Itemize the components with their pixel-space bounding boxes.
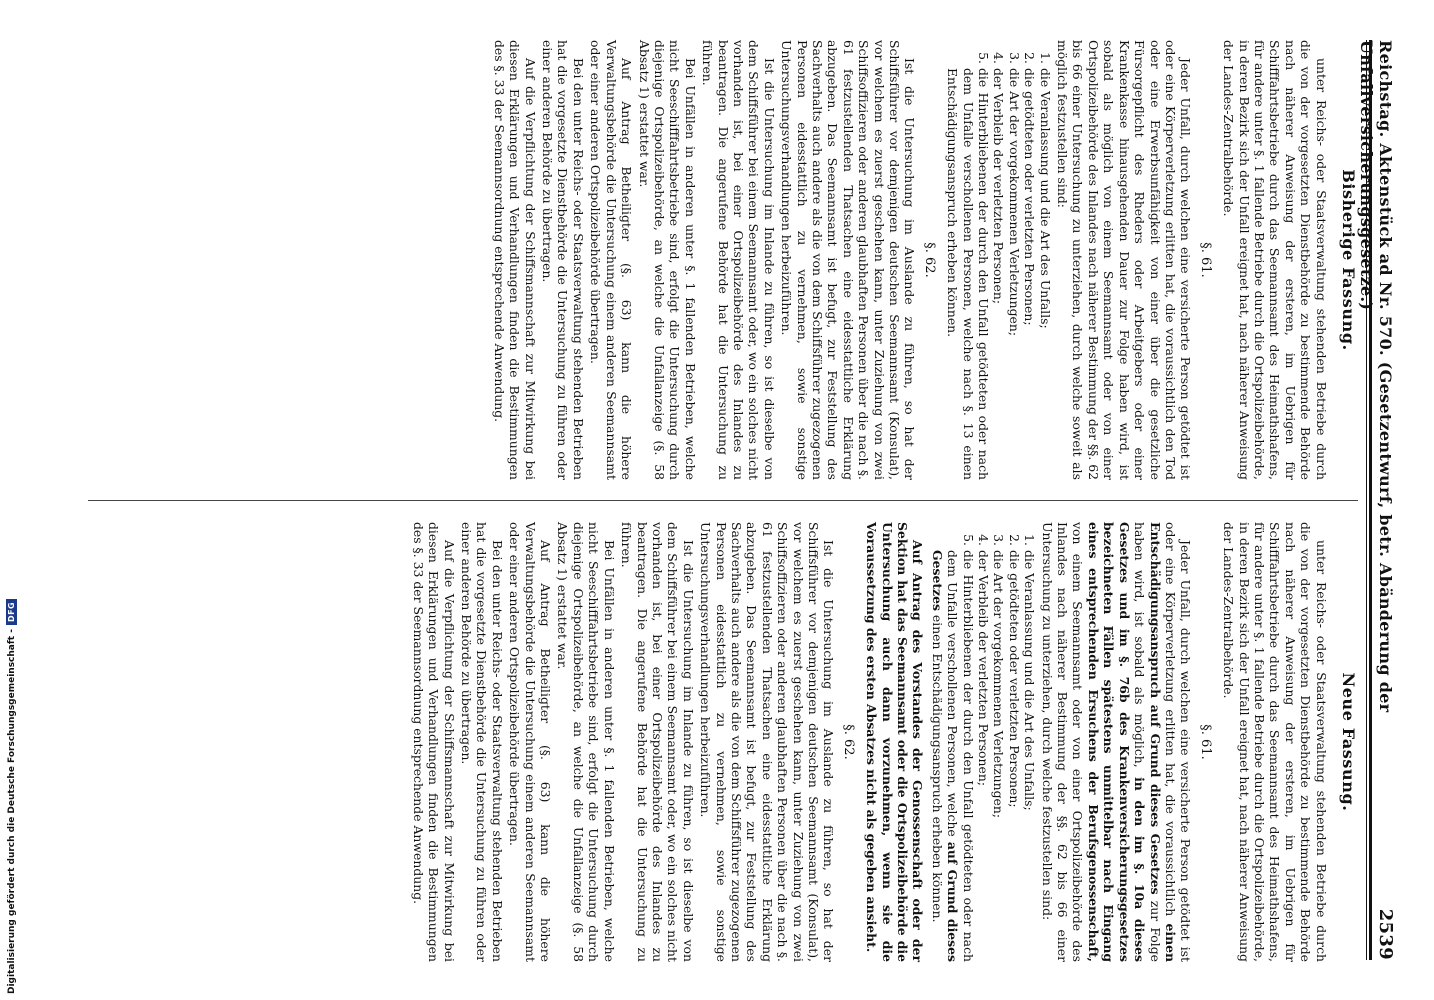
list-number: 5. (976, 52, 992, 64)
bold-paragraph: Auf Antrag des Vorstandes der Genossenschaft oder der Sektion hat das Seemannsamt oder die Ortspolizeibehörde die Untersuchung auch dann vorzunehmen, wenn sie die Voraussetzung des ersten Absatzes nicht als gegeben ansieht. (864, 522, 926, 962)
list-item (1037, 40, 1052, 480)
paragraph-62d: Auf Antrag Betheiligter (§. 63) kann die höhere Verwaltungsbehörde die Untersuchung einem anderen Seemannsamt oder einer anderen Ortspolizeibehörde übertragen. (507, 522, 554, 962)
column-new-version (408, 522, 1358, 962)
list-number: 1. (1037, 52, 1053, 64)
header-rule (1369, 40, 1372, 960)
paragraph-62a: Ist die Untersuchung im Auslande zu führen, so hat der Schiffsführer vor demjenigen deutschen Seemannsamt (Konsulat), vor welchem es zuerst geschehen kann, unter Zuziehung von zwei Schiffsoffizieren oder anderen glaubhaften Personen über die nach §. 61 festzustellenden Thatsachen eine eidesstattliche Erklärung abzugeben. Das Seemannsamt ist befugt, zur Feststellung des Sachverhalts auch andere als die von dem Schiffsführer zugezogenen Personen eidesstattlich zu vernehmen, sowie sonstige Untersuchungsverhandlungen herbeizuführen. (698, 522, 837, 962)
credit-text: Digitalisierung gefördert durch die Deutsche Forschungsgemeinschaft - (6, 629, 17, 994)
list-text: die getödteten oder verletzten Personen; (1006, 550, 1022, 808)
list-text: die Veranlassung und die Art des Unfalls; (1022, 550, 1038, 811)
page-number: 2539 (1375, 908, 1396, 960)
section-heading-61: §. 61. (1197, 242, 1213, 278)
bold-amendment: in den im §. 10a dieses Gesetzes und im §. 76b des Krankenversicherungsgesetzes bezeichneten Fällen spätestens unmittelbar nach Eingang eines entsprechenden Ersuchens der Berufsgenossenschaft, (1085, 522, 1148, 962)
list-item (1006, 522, 1021, 962)
paragraph-62f: Auf die Verpflichtung der Schiffsmannschaft zur Mitwirkung bei diesen Erklärungen und Verhandlungen finden die Bestimmungen des §. 33 der Seemannsordnung entsprechende Anwendung. (491, 40, 538, 480)
list-number: 4. (976, 534, 992, 546)
list-text: der Verbleib der verletzten Personen; (991, 68, 1007, 304)
list-item (991, 40, 1006, 480)
column-heading-new: Neue Fassung. (1339, 672, 1358, 812)
list-item (929, 522, 975, 962)
section-heading-61: §. 61. (1197, 724, 1213, 760)
paragraph-62c: Bei Unfällen in anderen unter §. 1 fallenden Betrieben, welche nicht Seeschifffahrtsbetriebe sind, erfolgt die Untersuchung durch diejenige Ortspolizeibehörde, an welche die Unfallanzeige (§. 58 Absatz 1) erstattet war. (636, 40, 698, 480)
list-item (945, 40, 991, 480)
paragraph-62e: Bei den unter Reichs- oder Staatsverwaltung stehenden Betrieben hat die vorgesetzte Dienstbehörde die Untersuchung zu führen oder einer anderen Behörde zu übertragen. (459, 522, 505, 962)
list-item (1022, 522, 1037, 962)
list-text: die Veranlassung und die Art des Unfalls; (1037, 68, 1053, 329)
bold-amendment: auf Grund dieses Gesetzes (929, 550, 961, 962)
paragraph-62e: Bei den unter Reichs- oder Staatsverwaltung stehenden Betrieben hat die vorgesetzte Dienstbehörde die Untersuchung zu führen oder einer anderen Behörde zu übertragen. (540, 40, 586, 480)
list-number: 1. (1022, 534, 1038, 546)
list-number: 3. (1006, 52, 1022, 64)
paragraph-61: Jeder Unfall, durch welchen eine versicherte Person getödtet ist oder eine Körperverletzung erlitten hat, die voraussichtlich den Tod oder eine Erwerbsunfähigkeit von einer über die gesetzliche Fürsorgepflicht des Rheders oder Arbeitgebers oder einer Krankenkasse hinausgehenden Dauer zur Folge haben wird, ist sobald als möglich von einem Seemannsamt oder von einer Ortspolizeibehörde des Inlandes nach näherer Bestimmung der §§. 62 bis 66 einer Untersuchung zu unterziehen, durch welche soweit als möglich festzustellen sind: (1055, 40, 1194, 480)
list-text: die Art der vorgekommenen Verletzungen; (1006, 68, 1022, 337)
list-item (976, 522, 991, 962)
list-text: die Hinterbliebenen der durch den Unfall getödteten oder nach dem Unfalle verschollenen Personen, welche nach §. 13 einen Entschädigungsanspruch erheben können. (945, 68, 992, 480)
column-divider (88, 500, 1358, 501)
section-heading-62: §. 62. (840, 724, 856, 760)
running-header (1357, 40, 1396, 960)
text-run: die Hinterbliebenen der durch den Unfall getödteten oder nach dem Unfalle verschollenen Personen, welche (945, 550, 976, 962)
list-number: 2. (1022, 52, 1038, 64)
text-run: Jeder Unfall, durch welchen eine versicherte Person getödtet ist oder eine Körperverletzung erlitten hat, die voraussichtlich (1162, 522, 1194, 962)
section-heading-62: §. 62. (921, 242, 937, 278)
text-run: von einem Seemannsamt oder von einer Ortspolizeibehörde des Inlandes nach näherer Bestimmung der §§. 62 bis 66 einer Untersuchung zu unterziehen, durch welche festzustellen sind: (1039, 522, 1086, 962)
paragraph-61 (1039, 522, 1193, 962)
text-run: zur Folge haben wird, ist sobald als möglich, (1132, 522, 1163, 962)
paragraph-62d: Auf Antrag Betheiligter (§. 63) kann die höhere Verwaltungsbehörde die Untersuchung einem anderen Seemannsamt oder einer anderen Ortspolizeibehörde übertragen. (588, 40, 635, 480)
list-text: der Verbleib der verletzten Personen; (976, 550, 992, 786)
list-item (991, 522, 1006, 962)
paragraph-62b: Ist die Untersuchung im Inlande zu führen, so ist dieselbe von dem Schiffsführer bei einem Seemannsamt oder, wo ein solches nicht vorhanden ist, bei einer Ortspolizeibehörde des Inlandes zu beantragen. Die angerufene Behörde hat die Untersuchung zu führen. (619, 522, 696, 962)
paragraph-62b: Ist die Untersuchung im Inlande zu führen, so ist dieselbe von dem Schiffsführer bei einem Seemannsamt oder, wo ein solches nicht vorhanden ist, bei einer Ortspolizeibehörde des Inlandes zu beantragen. Die angerufene Behörde hat die Untersuchung zu führen. (700, 40, 777, 480)
intro-paragraph: unter Reichs- oder Staatsverwaltung stehenden Betriebe durch die von der vorgesetzten Dienstbehörde zu bestimmende Behörde nach näherer Anweisung der ersteren, im Uebrigen für Schifffahrtsbetriebe durch das Seemannsamt des Heimathshafens, für andere unter §. 1 fallende Betriebe durch die Ortspolizeibehörde, in deren Bezirk sich der Unfall ereignet hat, nach näherer Anweisung der Landes-Zentralbehörde. (1221, 522, 1329, 962)
list-number: 3. (991, 534, 1007, 546)
enumerated-list (945, 40, 1053, 480)
list-text: die getödteten oder verletzten Personen; (1022, 68, 1038, 326)
paragraph-62f: Auf die Verpflichtung der Schiffsmannschaft zur Mitwirkung bei diesen Erklärungen und Verhandlungen finden die Bestimmungen des §. 33 der Seemannsordnung entsprechende Anwendung. (410, 522, 457, 962)
list-item (1006, 40, 1021, 480)
header-rule-thin (1366, 40, 1367, 960)
enumerated-list (929, 522, 1037, 962)
paragraph-62a: Ist die Untersuchung im Auslande zu führen, so hat der Schiffsführer vor demjenigen deutschen Seemannsamt (Konsulat), vor welchem es zuerst geschehen kann, unter Zuziehung von zwei Schiffsoffizieren oder anderen glaubhaften Personen über die nach §. 61 festzustellenden Thatsachen eine eidesstattliche Erklärung abzugeben. Das Seemannsamt ist befugt, zur Feststellung des Sachverhalts auch andere als die von dem Schiffsführer zugezogenen Personen eidesstattlich zu vernehmen, sowie sonstige Untersuchungsverhandlungen herbeizuführen. (779, 40, 918, 480)
list-text (929, 550, 975, 962)
column-old-version (489, 40, 1358, 480)
digitization-credit (6, 599, 17, 994)
list-number: 5. (960, 534, 976, 546)
text-run: einen Entschädigungsanspruch erheben können. (929, 614, 945, 923)
list-item (1022, 40, 1037, 480)
header-title: Reichstag. Aktenstück ad Nr. 570. (Gesetzentwurf, betr. Abänderung der Unfallversicherungsgesetze.) (1357, 40, 1395, 713)
bold-amendment: einen Entschädigungsanspruch auf Grund dieses Gesetzes (1147, 522, 1178, 962)
list-number: 4. (991, 52, 1007, 64)
paragraph-62c: Bei Unfällen in anderen unter §. 1 fallenden Betrieben, welche nicht Seeschifffahrtsbetriebe sind, erfolgt die Untersuchung durch diejenige Ortspolizeibehörde, an welche die Unfallanzeige (§. 58 Absatz 1) erstattet war. (555, 522, 617, 962)
intro-paragraph: unter Reichs- oder Staatsverwaltung stehenden Betriebe durch die von der vorgesetzten Dienstbehörde zu bestimmende Behörde nach näherer Anweisung der ersteren, im Uebrigen für Schifffahrtsbetriebe durch das Seemannsamt des Heimathshafens, für andere unter §. 1 fallende Betriebe durch die Ortspolizeibehörde, in deren Bezirk sich der Unfall ereignet hat, nach näherer Anweisung der Landes-Zentralbehörde. (1221, 40, 1329, 480)
list-text: die Art der vorgekommenen Verletzungen; (991, 550, 1007, 819)
dfg-logo: DFG (6, 599, 17, 625)
list-number: 2. (1006, 534, 1022, 546)
column-heading-old: Bisherige Fassung. (1339, 169, 1358, 351)
